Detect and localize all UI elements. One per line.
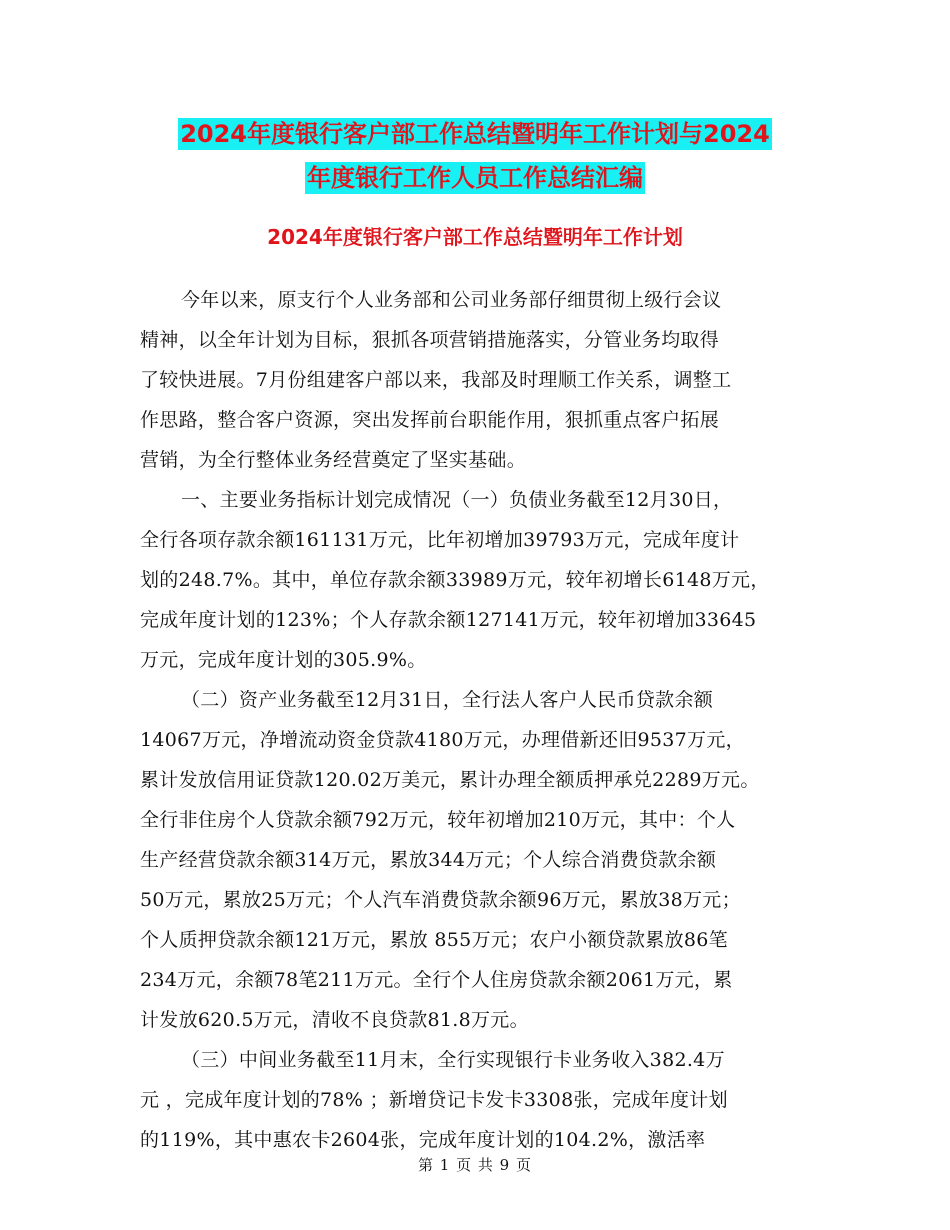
- text-line: 全行非住房个人贷款余额792万元，较年初增加210万元，其中：个人: [140, 809, 736, 831]
- document-title-line-1: 2024年度银行客户部工作总结暨明年工作计划与2024: [180, 120, 770, 148]
- text-line: 的119%，其中惠农卡2604张，完成年度计划的104.2%，激活率: [140, 1129, 706, 1151]
- text-line: （三）中间业务截至11月末，全行实现银行卡业务收入382.4万: [181, 1049, 725, 1071]
- text-line: （二）资产业务截至12月31日，全行法人客户人民币贷款余额: [181, 689, 714, 711]
- text-line: 划的248.7%。其中，单位存款余额33989万元，较年初增长6148万元，: [140, 569, 770, 591]
- text-line: 累计发放信用证贷款120.02万美元，累计办理全额质押承兑2289万元。: [140, 769, 760, 791]
- section-title: 2024年度银行客户部工作总结暨明年工作计划: [267, 225, 683, 249]
- text-line: 14067万元，净增流动资金贷款4180万元，办理借新还旧9537万元，: [140, 729, 745, 751]
- text-line: 一、主要业务指标计划完成情况（一）负债业务截至12月30日，: [181, 489, 733, 511]
- text-line: 作思路，整合客户资源，突出发挥前台职能作用，狠抓重点客户拓展: [140, 409, 720, 431]
- text-line: 万元，完成年度计划的305.9%。: [140, 649, 427, 671]
- text-line: 计发放620.5万元，清收不良贷款81.8万元。: [140, 1009, 529, 1031]
- body-text: [140, 280, 810, 1160]
- text-line: 234万元，余额78笔211万元。全行个人住房贷款余额2061万元，累: [140, 969, 733, 991]
- text-line: 了较快进展。7月份组建客户部以来，我部及时理顺工作关系，调整工: [140, 369, 732, 391]
- text-line: 今年以来，原支行个人业务部和公司业务部仔细贯彻上级行会议: [181, 289, 722, 311]
- text-line: 个人质押贷款余额121万元，累放 855万元；农户小额贷款累放86笔: [140, 929, 728, 951]
- text-line: 50万元，累放25万元；个人汽车消费贷款余额96万元，累放38万元；: [140, 889, 741, 911]
- text-line: 营销，为全行整体业务经营奠定了坚实基础。: [140, 449, 527, 471]
- text-line: 元 ，完成年度计划的78% ；新增贷记卡发卡3308张，完成年度计划: [140, 1089, 728, 1111]
- page-footer: 第 1 页 共 9 页: [418, 1156, 532, 1174]
- document-title-line-2: 年度银行工作人员工作总结汇编: [307, 164, 643, 192]
- document-title: [0, 112, 950, 200]
- text-line: 完成年度计划的123%；个人存款余额127141万元，较年初增加33645: [140, 609, 757, 631]
- text-line: 全行各项存款余额161131万元，比年初增加39793万元，完成年度计: [140, 529, 740, 551]
- text-line: 生产经营贷款余额314万元，累放344万元；个人综合消费贷款余额: [140, 849, 717, 871]
- text-line: 精神，以全年计划为目标，狠抓各项营销措施落实，分管业务均取得: [140, 329, 720, 351]
